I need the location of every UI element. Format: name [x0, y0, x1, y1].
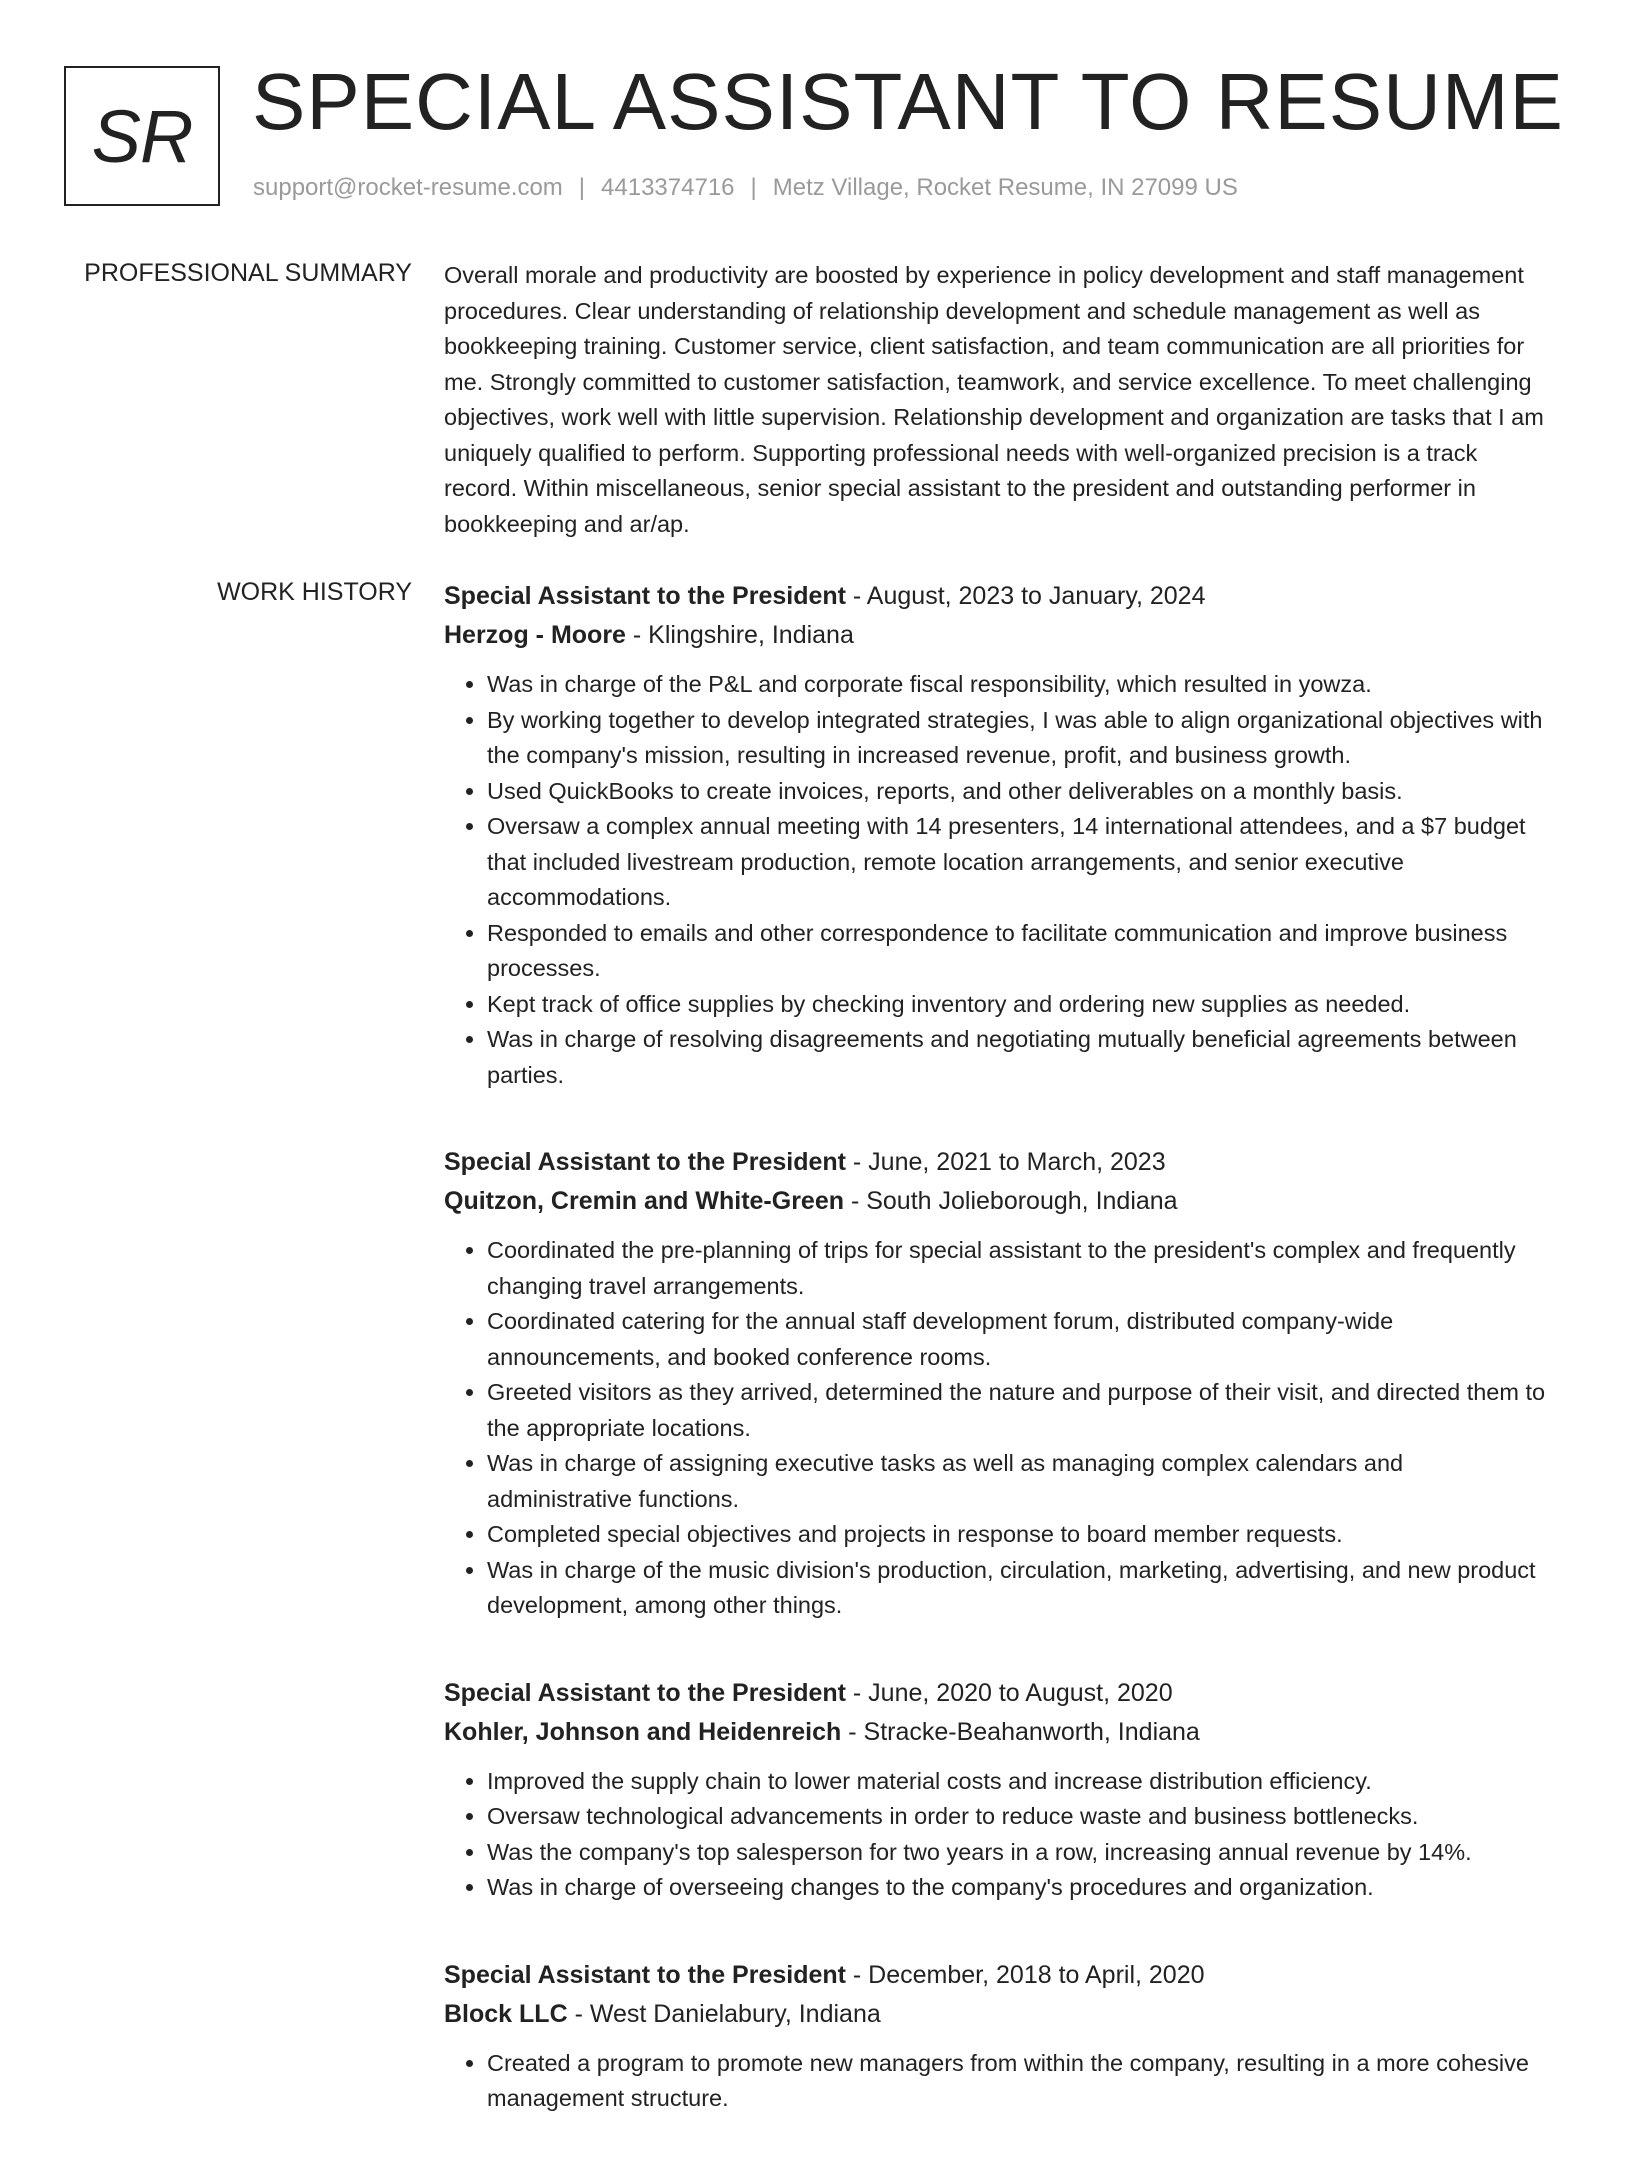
- bullet-item: • Completed special objectives and projects in response to board member requests.: [487, 1517, 1554, 1553]
- job-location: - Klingshire, Indiana: [625, 621, 854, 649]
- section-label-summary: PROFESSIONAL SUMMARY: [84, 259, 412, 287]
- bullet-item: • Was in charge of assigning executive tasks as well as managing complex calendars and administrative functions.: [487, 1446, 1554, 1517]
- job-bullets: [444, 1764, 1554, 1906]
- bullet-item: • Was in charge of resolving disagreements and negotiating mutually beneficial agreements between parties.: [487, 1022, 1554, 1093]
- bullet-item: • By working together to develop integrated strategies, I was able to align organizational objectives with the company's mission, resulting in increased revenue, profit, and business growth.: [487, 703, 1554, 774]
- job-dates: - August, 2023 to January, 2024: [845, 582, 1206, 610]
- bullet-item: • Was the company's top salesperson for two years in a row, increasing annual revenue by 14%.: [487, 1835, 1554, 1871]
- job-entry: [444, 1143, 1554, 1624]
- job-bullets: [444, 1233, 1554, 1624]
- job-title-line: [444, 1143, 1554, 1182]
- monogram-text: SR: [91, 94, 193, 178]
- job-location: - West Danielabury, Indiana: [567, 1999, 881, 2028]
- job-company-line: [444, 1182, 1554, 1221]
- job-dates: - June, 2020 to August, 2020: [845, 1678, 1173, 1707]
- contact-phone[interactable]: 4413374716: [601, 174, 735, 201]
- job-company: Herzog - Moore: [444, 621, 626, 649]
- job-entry: [444, 1956, 1554, 2117]
- job-entry: [444, 577, 1554, 1093]
- bullet-item: • Coordinated catering for the annual staff development forum, distributed company-wide announcements, and booked conference rooms.: [487, 1304, 1554, 1375]
- bullet-item: • Coordinated the pre-planning of trips for special assistant to the president's complex and frequently changing travel arrangements.: [487, 1233, 1554, 1304]
- job-company: Quitzon, Cremin and White-Green: [444, 1187, 845, 1215]
- job-company-line: [444, 1713, 1554, 1752]
- bullet-item: • Oversaw technological advancements in order to reduce waste and business bottlenecks.: [487, 1799, 1554, 1835]
- job-title: Special Assistant to the President: [444, 1148, 846, 1176]
- bullet-item: • Oversaw a complex annual meeting with 14 presenters, 14 international attendees, and a $7 budget that included livestream production, remote location arrangements, and senior executive accommodations.: [487, 809, 1554, 916]
- resume-name: SPECIAL ASSISTANT TO RESUME: [252, 57, 1564, 146]
- contact-line: [253, 174, 1238, 202]
- monogram-badge: [64, 66, 220, 206]
- bullet-item: • Greeted visitors as they arrived, determined the nature and purpose of their visit, and directed them to the appropriate locations.: [487, 1375, 1554, 1446]
- job-title: Special Assistant to the President: [444, 1960, 846, 1989]
- job-dates: - June, 2021 to March, 2023: [845, 1148, 1166, 1176]
- professional-summary-text: Overall morale and productivity are boosted by experience in policy development and staff management procedures. Clear understanding of relationship development and schedule management as well as bookkeeping training. Customer service, client satisfaction, and team communication are all priorities for me. Strongly committed to customer satisfaction, teamwork, and service excellence. To meet challenging objectives, work well with little supervision. Relationship development and organization are tasks that I am uniquely qualified to perform. Supporting professional needs with well-organized precision is a track record. Within miscellaneous, senior special assistant to the president and outstanding performer in bookkeeping and ar/ap.: [444, 262, 1544, 537]
- job-entry: [444, 1674, 1554, 1906]
- job-location: - South Jolieborough, Indiana: [844, 1187, 1178, 1215]
- bullet-item: • Was in charge of the music division's production, circulation, marketing, advertising, and new product development, among other things.: [487, 1553, 1554, 1624]
- contact-separator: |: [578, 174, 586, 201]
- bullet-item: • Was in charge of the P&L and corporate fiscal responsibility, which resulted in yowza.: [487, 667, 1554, 703]
- job-title: Special Assistant to the President: [444, 1678, 846, 1707]
- job-company: Block LLC: [444, 1999, 568, 2028]
- contact-email[interactable]: support@rocket-resume.com: [253, 174, 563, 201]
- work-history: [444, 577, 1554, 2167]
- job-location: - Stracke-Beahanworth, Indiana: [841, 1717, 1200, 1746]
- bullet-item: • Responded to emails and other correspondence to facilitate communication and improve business processes.: [487, 916, 1554, 987]
- job-bullets: [444, 667, 1554, 1093]
- bullet-item: • Created a program to promote new managers from within the company, resulting in a more cohesive management structure.: [487, 2046, 1554, 2117]
- bullet-item: • Kept track of office supplies by checking inventory and ordering new supplies as needed.: [487, 987, 1554, 1023]
- contact-address: Metz Village, Rocket Resume, IN 27099 US: [772, 174, 1238, 201]
- section-label-work-history: WORK HISTORY: [217, 578, 412, 606]
- job-bullets: [444, 2046, 1554, 2117]
- bullet-item: • Used QuickBooks to create invoices, reports, and other deliverables on a monthly basis.: [487, 774, 1554, 810]
- job-company: Kohler, Johnson and Heidenreich: [444, 1717, 842, 1746]
- bullet-item: • Improved the supply chain to lower material costs and increase distribution efficiency.: [487, 1764, 1554, 1800]
- job-company-line: [444, 1995, 1554, 2034]
- job-title-line: [444, 1956, 1554, 1995]
- contact-separator: |: [750, 174, 757, 201]
- job-title-line: [444, 1674, 1554, 1713]
- job-title: Special Assistant to the President: [444, 582, 846, 610]
- job-company-line: [444, 616, 1554, 655]
- job-title-line: [444, 577, 1554, 616]
- bullet-item: • Was in charge of overseeing changes to the company's procedures and organization.: [487, 1870, 1554, 1906]
- job-dates: - December, 2018 to April, 2020: [845, 1960, 1205, 1989]
